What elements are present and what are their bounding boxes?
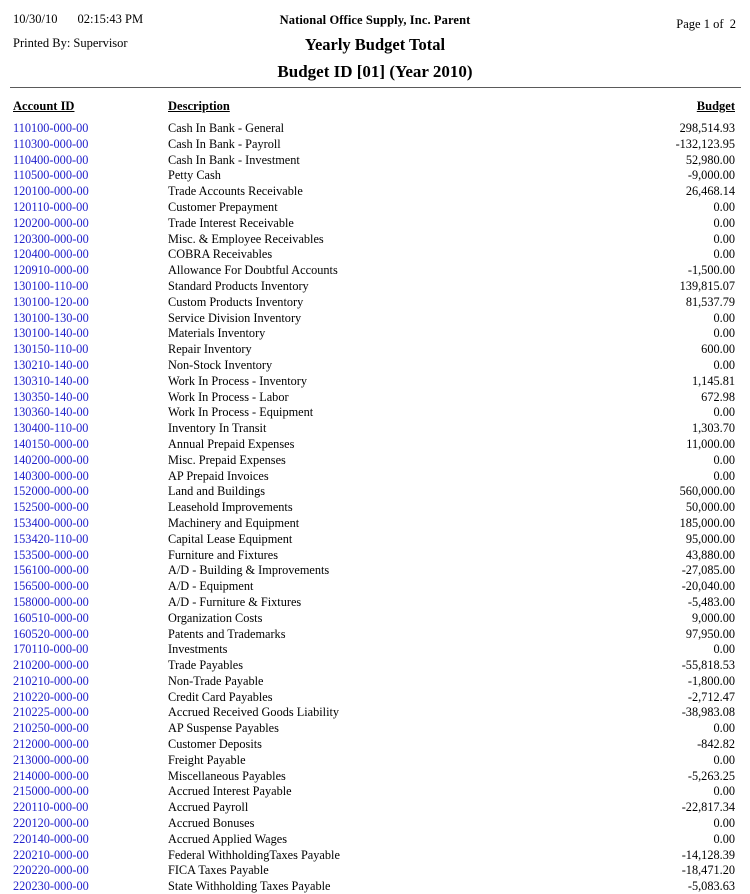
table-header-row xyxy=(13,99,735,113)
budget-amount: 26,468.14 xyxy=(685,184,735,199)
account-id-link[interactable]: 130100-120-00 xyxy=(13,294,89,309)
table-row xyxy=(13,769,735,785)
account-description: Repair Inventory xyxy=(168,342,252,357)
budget-amount: 0.00 xyxy=(713,199,735,214)
budget-amount: 1,145.81 xyxy=(691,373,735,388)
budget-amount: 0.00 xyxy=(713,642,735,657)
account-id-link[interactable]: 220220-000-00 xyxy=(13,863,89,878)
table-row xyxy=(13,390,735,406)
account-id-link[interactable]: 210225-000-00 xyxy=(13,705,89,720)
account-description: AP Suspense Payables xyxy=(168,721,279,736)
budget-amount: 185,000.00 xyxy=(679,515,735,530)
account-description: Materials Inventory xyxy=(168,326,266,341)
budget-amount: -1,800.00 xyxy=(687,673,735,688)
table-row xyxy=(13,121,735,137)
table-row xyxy=(13,579,735,595)
table-row xyxy=(13,611,735,627)
account-id-link[interactable]: 130400-110-00 xyxy=(13,421,89,436)
table-row xyxy=(13,737,735,753)
account-id-link[interactable]: 212000-000-00 xyxy=(13,737,89,752)
table-row xyxy=(13,832,735,848)
header-center-block xyxy=(0,13,750,82)
table-row xyxy=(13,232,735,248)
budget-amount: -9,000.00 xyxy=(687,168,735,183)
budget-amount: 0.00 xyxy=(713,357,735,372)
account-description: Misc. Prepaid Expenses xyxy=(168,452,286,467)
account-description: COBRA Receivables xyxy=(168,247,273,262)
column-header-description: Description xyxy=(168,99,230,113)
account-description: Trade Payables xyxy=(168,658,244,673)
account-id-link[interactable]: 130210-140-00 xyxy=(13,357,89,372)
account-id-link[interactable]: 210250-000-00 xyxy=(13,721,89,736)
account-id-link[interactable]: 210200-000-00 xyxy=(13,658,89,673)
budget-amount: 0.00 xyxy=(713,215,735,230)
account-description: Misc. & Employee Receivables xyxy=(168,231,324,246)
account-description: Accrued Bonuses xyxy=(168,816,255,831)
table-row xyxy=(13,500,735,516)
account-id-link[interactable]: 130310-140-00 xyxy=(13,373,89,388)
budget-amount: 0.00 xyxy=(713,831,735,846)
report-subtitle: Budget ID [01] (Year 2010) xyxy=(277,62,473,81)
budget-amount: -38,983.08 xyxy=(681,705,735,720)
account-id-link[interactable]: 156100-000-00 xyxy=(13,563,89,578)
account-description: Non-Stock Inventory xyxy=(168,357,273,372)
table-row xyxy=(13,642,735,658)
account-id-link[interactable]: 110300-000-00 xyxy=(13,136,89,151)
budget-amount: 0.00 xyxy=(713,231,735,246)
table-row xyxy=(13,879,735,894)
budget-amount: -20,040.00 xyxy=(681,579,735,594)
table-row xyxy=(13,374,735,390)
account-id-link[interactable]: 120400-000-00 xyxy=(13,247,89,262)
account-id-link[interactable]: 213000-000-00 xyxy=(13,752,89,767)
budget-amount: 0.00 xyxy=(713,452,735,467)
table-row xyxy=(13,405,735,421)
budget-amount: 50,000.00 xyxy=(685,500,735,515)
budget-amount: 600.00 xyxy=(701,342,735,357)
budget-amount: -18,471.20 xyxy=(681,863,735,878)
table-row xyxy=(13,247,735,263)
account-description: Standard Products Inventory xyxy=(168,278,309,293)
budget-amount: 0.00 xyxy=(713,405,735,420)
budget-amount: 0.00 xyxy=(713,247,735,262)
budget-amount: -1,500.00 xyxy=(687,263,735,278)
account-id-link[interactable]: 210220-000-00 xyxy=(13,689,89,704)
account-description: Annual Prepaid Expenses xyxy=(168,436,295,451)
account-description: Patents and Trademarks xyxy=(168,626,286,641)
budget-amount: 81,537.79 xyxy=(685,294,735,309)
budget-amount: -27,085.00 xyxy=(681,563,735,578)
account-description: A/D - Furniture & Fixtures xyxy=(168,594,302,609)
table-row xyxy=(13,784,735,800)
budget-amount: 11,000.00 xyxy=(686,436,735,451)
budget-amount: -55,818.53 xyxy=(681,658,735,673)
account-id-link[interactable]: 158000-000-00 xyxy=(13,594,89,609)
account-id-link[interactable]: 120300-000-00 xyxy=(13,231,89,246)
account-description: A/D - Building & Improvements xyxy=(168,563,330,578)
table-row xyxy=(13,137,735,153)
account-id-link[interactable]: 152500-000-00 xyxy=(13,500,89,515)
account-id-link[interactable]: 160510-000-00 xyxy=(13,610,89,625)
account-description: Cash In Bank - Investment xyxy=(168,152,300,167)
account-id-link[interactable]: 130100-130-00 xyxy=(13,310,89,325)
table-row xyxy=(13,263,735,279)
account-id-link[interactable]: 130100-110-00 xyxy=(13,278,89,293)
table-row xyxy=(13,279,735,295)
account-description: Leasehold Improvements xyxy=(168,500,293,515)
table-row xyxy=(13,168,735,184)
account-description: Capital Lease Equipment xyxy=(168,531,293,546)
account-description: Furniture and Fixtures xyxy=(168,547,278,562)
account-id-link[interactable]: 220120-000-00 xyxy=(13,816,89,831)
table-row xyxy=(13,563,735,579)
account-description: Freight Payable xyxy=(168,752,246,767)
account-id-link[interactable]: 220210-000-00 xyxy=(13,847,89,862)
table-row xyxy=(13,848,735,864)
budget-amount: 0.00 xyxy=(713,721,735,736)
account-id-link[interactable]: 110500-000-00 xyxy=(13,168,89,183)
table-row xyxy=(13,800,735,816)
table-row xyxy=(13,674,735,690)
header-divider xyxy=(10,87,741,88)
account-description: Accrued Payroll xyxy=(168,800,249,815)
budget-amount: 672.98 xyxy=(701,389,735,404)
account-id-link[interactable]: 120200-000-00 xyxy=(13,215,89,230)
table-row xyxy=(13,184,735,200)
account-description: Customer Deposits xyxy=(168,737,262,752)
budget-amount: -22,817.34 xyxy=(681,800,735,815)
account-id-link[interactable]: 140200-000-00 xyxy=(13,452,89,467)
print-time: 02:15:43 PM xyxy=(77,12,144,26)
budget-amount: 52,980.00 xyxy=(685,152,735,167)
account-id-link[interactable]: 220230-000-00 xyxy=(13,879,89,894)
budget-amount: -132,123.95 xyxy=(675,136,735,151)
budget-amount: 97,950.00 xyxy=(685,626,735,641)
budget-amount: -2,712.47 xyxy=(687,689,735,704)
account-description: Customer Prepayment xyxy=(168,199,278,214)
account-description: Accrued Applied Wages xyxy=(168,831,287,846)
account-id-link[interactable]: 140150-000-00 xyxy=(13,436,89,451)
budget-amount: -5,483.00 xyxy=(687,594,735,609)
budget-amount: 43,880.00 xyxy=(685,547,735,562)
account-id-link[interactable]: 215000-000-00 xyxy=(13,784,89,799)
account-id-link[interactable]: 153420-110-00 xyxy=(13,531,89,546)
account-description: Service Division Inventory xyxy=(168,310,302,325)
account-id-link[interactable]: 152000-000-00 xyxy=(13,484,89,499)
table-row xyxy=(13,863,735,879)
table-row xyxy=(13,437,735,453)
budget-amount: 0.00 xyxy=(713,784,735,799)
account-description: Trade Interest Receivable xyxy=(168,215,294,230)
account-description: FICA Taxes Payable xyxy=(168,863,269,878)
account-description: Credit Card Payables xyxy=(168,689,273,704)
account-description: Machinery and Equipment xyxy=(168,515,300,530)
budget-table xyxy=(13,99,735,894)
account-description: Cash In Bank - Payroll xyxy=(168,136,281,151)
budget-amount: 0.00 xyxy=(713,326,735,341)
account-id-link[interactable]: 153500-000-00 xyxy=(13,547,89,562)
table-row xyxy=(13,705,735,721)
budget-amount: 0.00 xyxy=(713,468,735,483)
budget-amount: 139,815.07 xyxy=(679,278,735,293)
report-title: Yearly Budget Total xyxy=(304,35,446,54)
table-row xyxy=(13,358,735,374)
account-description: Organization Costs xyxy=(168,610,263,625)
table-row xyxy=(13,721,735,737)
table-row xyxy=(13,595,735,611)
account-id-link[interactable]: 130150-110-00 xyxy=(13,342,89,357)
account-id-link[interactable]: 130360-140-00 xyxy=(13,405,89,420)
budget-amount: 1,303.70 xyxy=(691,421,735,436)
account-id-link[interactable]: 120910-000-00 xyxy=(13,263,89,278)
table-row xyxy=(13,421,735,437)
budget-amount: -5,263.25 xyxy=(687,768,735,783)
table-row xyxy=(13,658,735,674)
table-row xyxy=(13,311,735,327)
table-row xyxy=(13,295,735,311)
account-description: Work In Process - Labor xyxy=(168,389,289,404)
account-description: A/D - Equipment xyxy=(168,579,254,594)
account-id-link[interactable]: 160520-000-00 xyxy=(13,626,89,641)
table-row xyxy=(13,548,735,564)
company-name: National Office Supply, Inc. Parent xyxy=(279,13,471,27)
account-description: Inventory In Transit xyxy=(168,421,267,436)
column-header-account-id: Account ID xyxy=(13,99,75,113)
budget-amount: -842.82 xyxy=(697,737,735,752)
account-description: Trade Accounts Receivable xyxy=(168,184,303,199)
account-description: Miscellaneous Payables xyxy=(168,768,286,783)
account-description: AP Prepaid Invoices xyxy=(168,468,269,483)
printed-by: Printed By: Supervisor xyxy=(13,36,128,50)
table-row xyxy=(13,153,735,169)
column-header-budget: Budget xyxy=(696,99,735,113)
account-description: Accrued Received Goods Liability xyxy=(168,705,340,720)
budget-amount: 0.00 xyxy=(713,310,735,325)
account-description: Cash In Bank - General xyxy=(168,121,285,135)
account-id-link[interactable]: 153400-000-00 xyxy=(13,515,89,530)
account-description: Allowance For Doubtful Accounts xyxy=(168,263,338,278)
account-description: Petty Cash xyxy=(168,168,221,183)
account-id-link[interactable]: 140300-000-00 xyxy=(13,468,89,483)
account-id-link[interactable]: 220110-000-00 xyxy=(13,800,89,815)
account-id-link[interactable]: 130100-140-00 xyxy=(13,326,89,341)
budget-amount: -5,083.63 xyxy=(687,879,735,894)
account-description: Custom Products Inventory xyxy=(168,294,304,309)
table-row xyxy=(13,216,735,232)
page-number: Page 1 of 2 xyxy=(676,17,736,31)
table-row xyxy=(13,532,735,548)
budget-amount: 0.00 xyxy=(713,752,735,767)
table-row xyxy=(13,469,735,485)
account-id-link[interactable]: 170110-000-00 xyxy=(13,642,89,657)
table-row xyxy=(13,816,735,832)
table-row xyxy=(13,690,735,706)
table-row xyxy=(13,200,735,216)
budget-amount: 95,000.00 xyxy=(685,531,735,546)
account-id-link[interactable]: 220140-000-00 xyxy=(13,831,89,846)
print-date: 10/30/10 xyxy=(13,12,58,26)
account-id-link[interactable]: 130350-140-00 xyxy=(13,389,89,404)
account-id-link[interactable]: 110100-000-00 xyxy=(13,121,89,135)
budget-amount: 298,514.93 xyxy=(679,121,735,135)
table-row xyxy=(13,484,735,500)
table-row xyxy=(13,627,735,643)
budget-amount: 560,000.00 xyxy=(679,484,735,499)
account-description: Land and Buildings xyxy=(168,484,266,499)
table-row xyxy=(13,326,735,342)
account-description: Work In Process - Inventory xyxy=(168,373,308,388)
account-id-link[interactable]: 110400-000-00 xyxy=(13,152,89,167)
budget-amount: 0.00 xyxy=(713,816,735,831)
account-description: Investments xyxy=(168,642,228,657)
table-row xyxy=(13,753,735,769)
table-row xyxy=(13,516,735,532)
account-id-link[interactable]: 210210-000-00 xyxy=(13,673,89,688)
table-row xyxy=(13,453,735,469)
table-row xyxy=(13,342,735,358)
report-header xyxy=(0,0,750,88)
account-description: Accrued Interest Payable xyxy=(168,784,292,799)
account-description: Work In Process - Equipment xyxy=(168,405,314,420)
account-id-link[interactable]: 120110-000-00 xyxy=(13,199,89,214)
budget-amount: -14,128.39 xyxy=(681,847,735,862)
account-description: Non-Trade Payable xyxy=(168,673,264,688)
account-id-link[interactable]: 214000-000-00 xyxy=(13,768,89,783)
account-id-link[interactable]: 120100-000-00 xyxy=(13,184,89,199)
budget-table-body xyxy=(13,121,735,894)
account-description: State Withholding Taxes Payable xyxy=(168,879,331,894)
budget-amount: 9,000.00 xyxy=(691,610,735,625)
account-description: Federal WithholdingTaxes Payable xyxy=(168,847,340,862)
account-id-link[interactable]: 156500-000-00 xyxy=(13,579,89,594)
